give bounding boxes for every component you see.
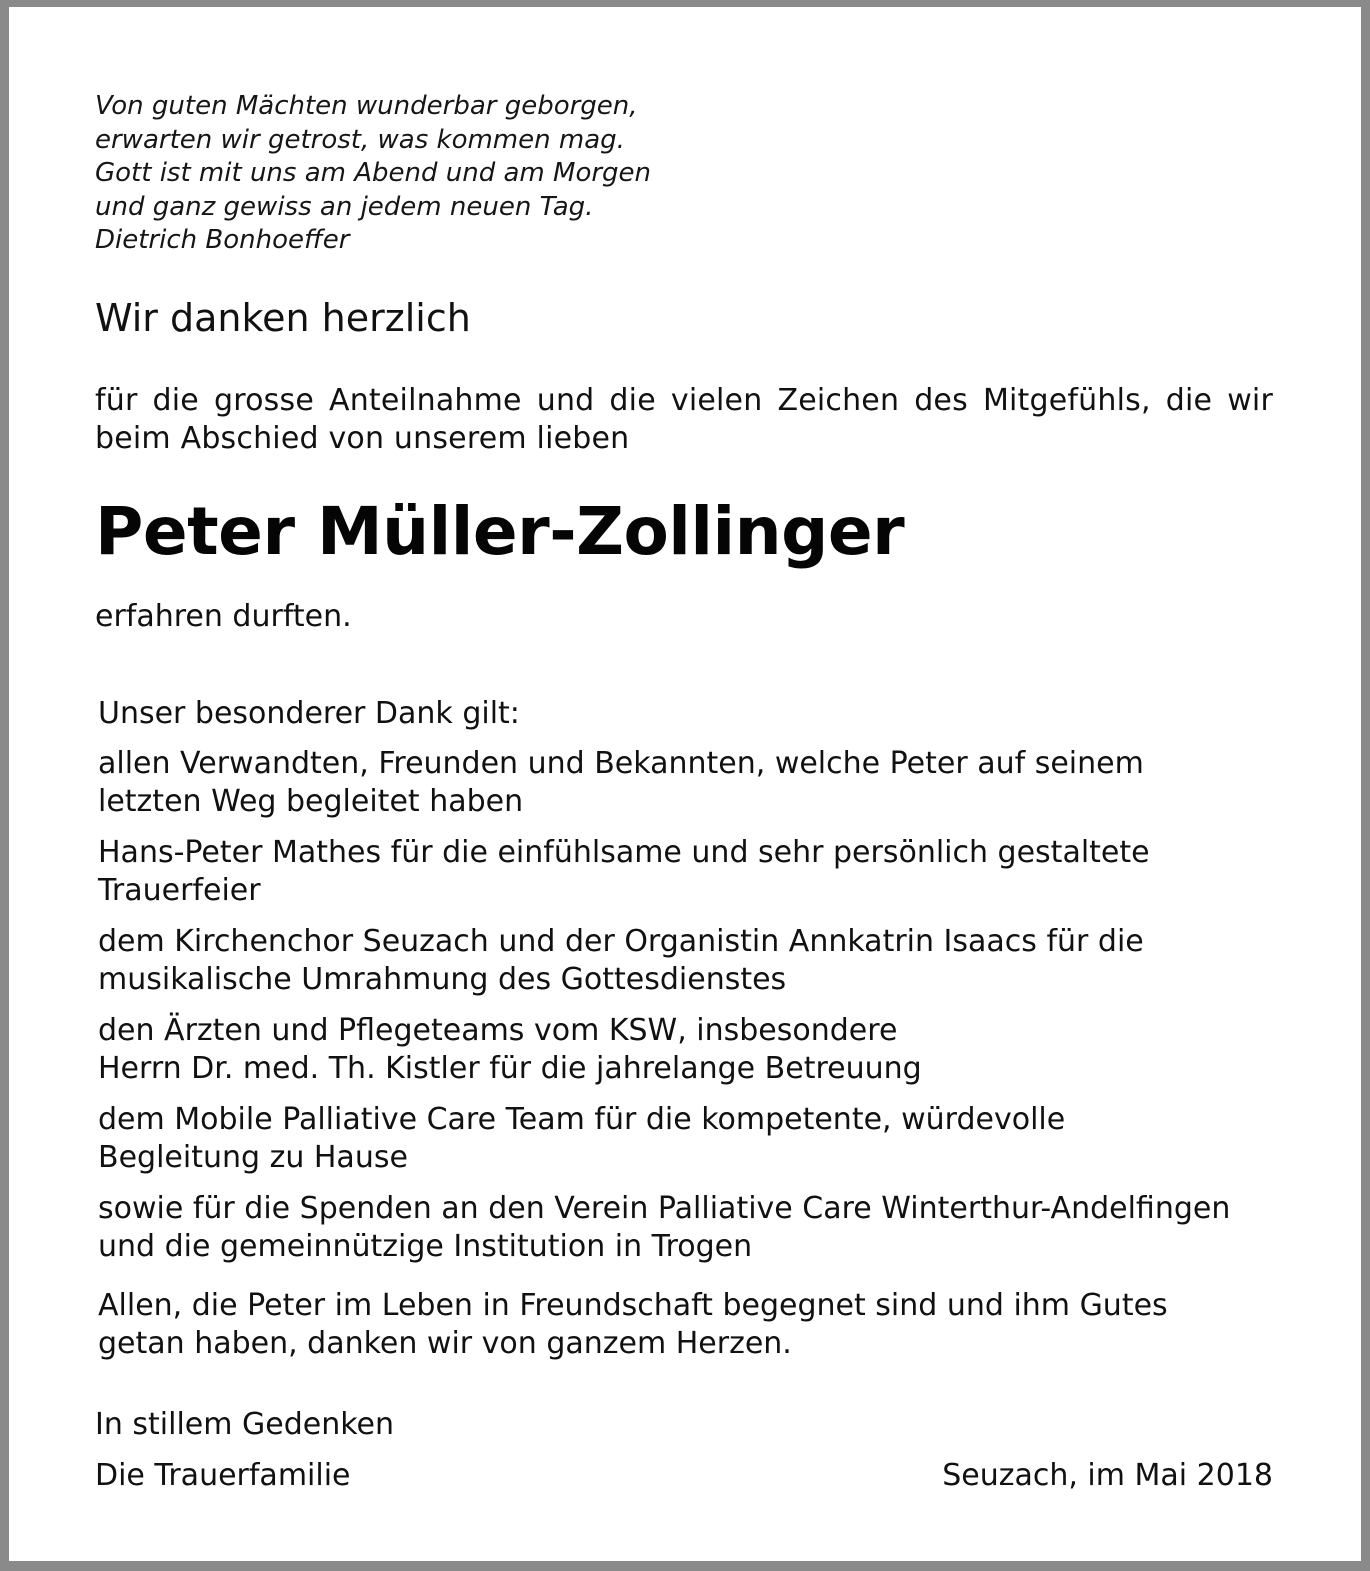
quote-line: Von guten Mächten wunderbar geborgen,: [95, 91, 638, 121]
closing-paragraph: [98, 1287, 1168, 1363]
special-thanks-heading: Unser besonderer Dank gilt:: [98, 696, 520, 731]
quote-line: erwarten wir getrost, was kommen mag.: [95, 124, 625, 155]
closing-line: Allen, die Peter im Leben in Freundschaft begegnet sind und ihm Gutes: [98, 1288, 1168, 1323]
thanks-item-line: Begleitung zu Hause: [98, 1140, 408, 1175]
thanks-item: [98, 1190, 1230, 1266]
thanks-item-line: den Ärzten und Pflegeteams vom KSW, insbesondere: [98, 1013, 898, 1048]
thanks-item: [98, 834, 1150, 910]
place-date: Seuzach, im Mai 2018: [942, 1458, 1273, 1493]
thanks-item: [98, 1012, 922, 1088]
intro-line-1: für die grosse Anteilnahme und die vielen Zeichen des Mitgefühls, die wir: [95, 383, 1273, 418]
quote-line: Gott ist mit uns am Abend und am Morgen: [95, 158, 652, 188]
thanks-item-line: allen Verwandten, Freunden und Bekannten, welche Peter auf seinem: [98, 746, 1144, 781]
bonhoeffer-quote: [95, 90, 651, 258]
signature: Die Trauerfamilie: [95, 1458, 351, 1493]
thanks-heading: Wir danken herzlich: [95, 296, 471, 340]
thanks-item-line: sowie für die Spenden an den Verein Palliative Care Winterthur-Andelfingen: [98, 1191, 1231, 1226]
quote-line: und ganz gewiss an jedem neuen Tag.: [95, 191, 594, 222]
thanks-item-line: letzten Weg begleitet haben: [98, 784, 524, 819]
intro-paragraph: [95, 382, 1273, 458]
thanks-item-line: dem Kirchenchor Seuzach und der Organistin Annkatrin Isaacs für die: [98, 924, 1144, 959]
remembrance-line: In stillem Gedenken: [95, 1407, 395, 1442]
thanks-item-line: Herrn Dr. med. Th. Kistler für die jahrelange Betreuung: [98, 1051, 922, 1086]
thanks-item-line: Trauerfeier: [98, 873, 261, 908]
intro-end: erfahren durften.: [95, 599, 352, 634]
deceased-name: Peter Müller-Zollinger: [95, 493, 905, 570]
thanks-item: [98, 745, 1144, 821]
thanks-item-line: dem Mobile Palliative Care Team für die kompetente, würdevolle: [98, 1102, 1066, 1137]
thanks-item: [98, 1101, 1065, 1177]
closing-line: getan haben, danken wir von ganzem Herzen.: [98, 1326, 792, 1361]
thanks-item-line: und die gemeinnützige Institution in Trogen: [98, 1229, 753, 1264]
intro-line-2: beim Abschied von unserem lieben: [95, 421, 630, 456]
thanks-item-line: Hans-Peter Mathes für die einfühlsame und sehr persönlich gestaltete: [98, 835, 1150, 870]
thanks-item: [98, 923, 1144, 999]
quote-author: Dietrich Bonhoeffer: [95, 225, 350, 255]
thanks-item-line: musikalische Umrahmung des Gottesdienstes: [98, 962, 787, 997]
